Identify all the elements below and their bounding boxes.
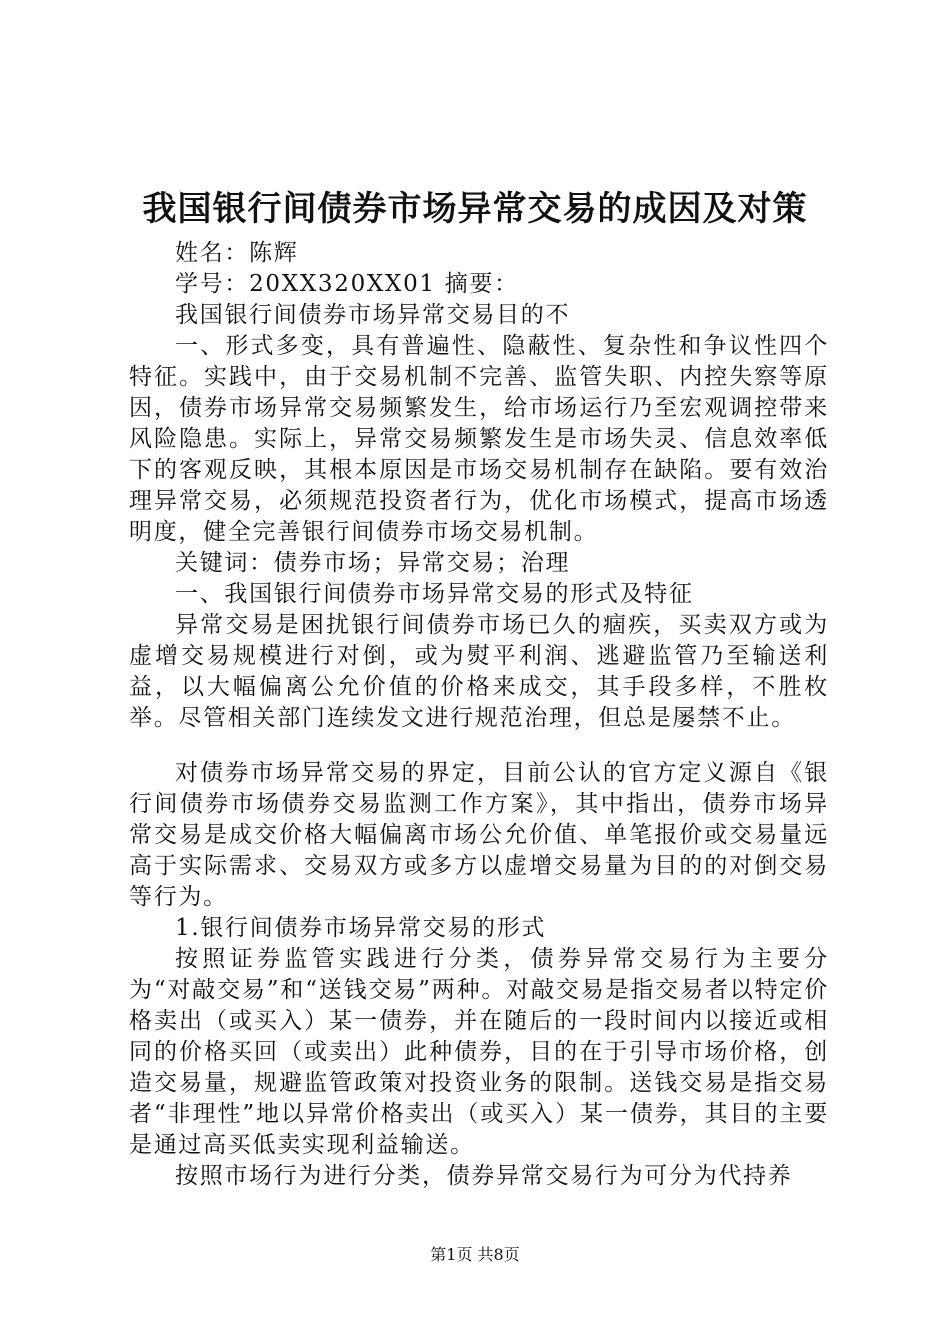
body-paragraph-2: 对债券市场异常交易的界定，目前公认的官方定义源自《银行间债券市场债券交易监测工作方案》，其中指出，债券市场异常交易是成交价格大幅偏离市场公允价值、单笔报价或交易量远高于实际需求、交易双方或多方以虚增交易量为目的的对倒交易等行为。 <box>129 760 829 910</box>
document-title: 我国银行间债券市场异常交易的成因及对策 <box>142 189 808 229</box>
abstract-intro: 我国银行间债券市场异常交易目的不 <box>175 302 571 328</box>
page-number-footer: 第1页 共8页 <box>430 1245 520 1264</box>
abstract-paragraph: 一、形式多变，具有普遍性、隐蔽性、复杂性和争议性四个特征。实践中，由于交易机制不完善、监管失职、内控失察等原因，债券市场异常交易频繁发生，给市场运行乃至宏观调控带来风险隐患。实际上，异常交易频繁发生是市场失灵、信息效率低下的客观反映，其根本原因是市场交易机制存在缺陷。要有效治理异常交易，必须规范投资者行为，优化市场模式，提高市场透明度，健全完善银行间债券市场交易机制。 <box>129 333 829 545</box>
author-line: 姓名：陈辉 <box>175 240 299 266</box>
keywords-line: 关键词：债券市场；异常交易；治理 <box>175 550 571 576</box>
student-id-line: 学号：20XX320XX01 摘要： <box>175 271 519 297</box>
section-heading: 一、我国银行间债券市场异常交易的形式及特征 <box>175 581 694 607</box>
body-paragraph-3: 按照证券监管实践进行分类，债券异常交易行为主要分为“对敲交易”和“送钱交易”两种。对敲交易是指交易者以特定价格卖出（或买入）某一债券，并在随后的一段时间内以接近或相同的价格买回（或卖出）此种债券，目的在于引导市场价格，创造交易量，规避监管政策对投资业务的限制。送钱交易是指交易者“非理性”地以异常价格卖出（或买入）某一债券，其目的主要是通过高买低卖实现利益输送。 <box>129 946 829 1158</box>
body-paragraph-1: 异常交易是困扰银行间债券市场已久的痼疾，买卖双方或为虚增交易规模进行对倒，或为熨平利润、逃避监管乃至输送利益，以大幅偏离公允价值的价格来成交，其手段多样，不胜枚举。尽管相关部门连续发文进行规范治理，但总是屡禁不止。 <box>129 612 829 731</box>
body-paragraph-4: 按照市场行为进行分类，债券异常交易行为可分为代持养 <box>175 1163 793 1189</box>
document-body <box>129 238 829 1192</box>
subsection-heading: 1.银行间债券市场异常交易的形式 <box>175 915 547 941</box>
